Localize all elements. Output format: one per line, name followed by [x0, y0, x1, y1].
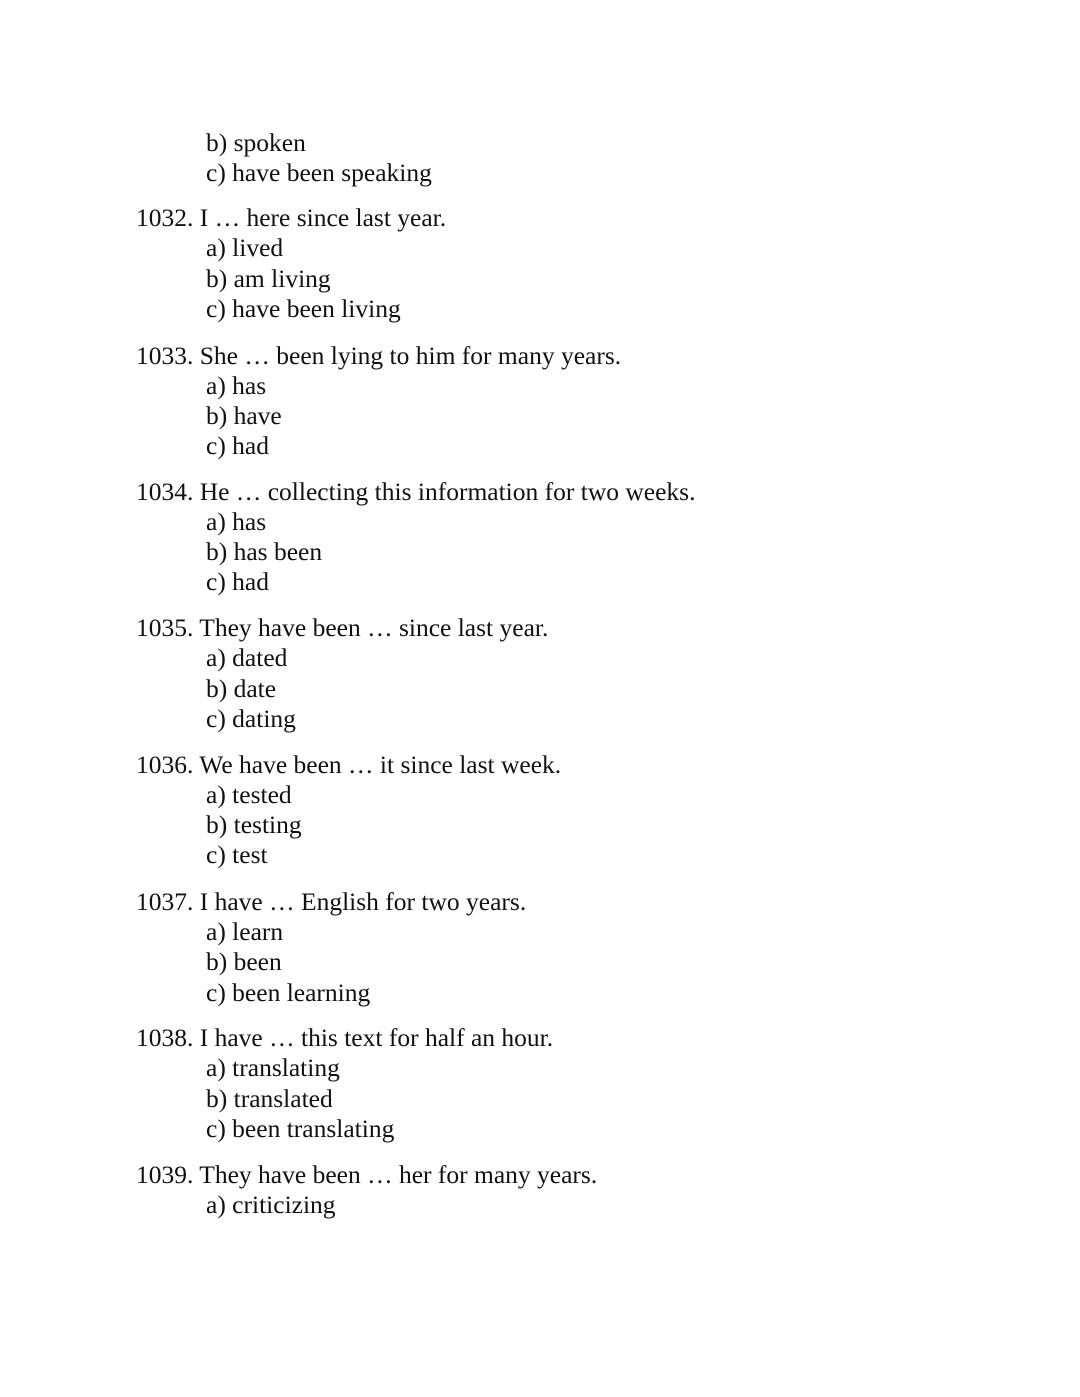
option-c: c) had — [206, 431, 270, 460]
option-a: a) has — [206, 371, 267, 400]
question-text: 1035. They have been … since last year. — [136, 613, 549, 642]
option-a: a) dated — [206, 643, 288, 672]
option-a: a) learn — [206, 917, 284, 946]
option-a: a) criticizing — [206, 1190, 336, 1219]
question-text: 1039. They have been … her for many years. — [136, 1160, 598, 1189]
option-a: a) translating — [206, 1053, 340, 1082]
option-carryover-b: b) spoken — [206, 128, 306, 157]
question-text: 1034. He … collecting this information for two weeks. — [136, 477, 696, 506]
option-c: c) have been living — [206, 294, 401, 323]
option-c: c) had — [206, 567, 270, 596]
option-a: a) tested — [206, 780, 292, 809]
option-c: c) been learning — [206, 978, 371, 1007]
option-b: b) testing — [206, 810, 302, 839]
option-b: b) have — [206, 401, 282, 430]
option-b: b) has been — [206, 537, 323, 566]
option-c: c) been translating — [206, 1114, 395, 1143]
question-text: 1033. She … been lying to him for many years. — [136, 341, 622, 370]
question-text: 1032. I … here since last year. — [136, 203, 447, 232]
option-c: c) dating — [206, 704, 296, 733]
option-a: a) has — [206, 507, 267, 536]
question-text: 1038. I have … this text for half an hour. — [136, 1023, 554, 1052]
option-c: c) test — [206, 840, 268, 869]
option-b: b) been — [206, 947, 282, 976]
option-b: b) am living — [206, 264, 331, 293]
question-text: 1036. We have been … it since last week. — [136, 750, 562, 779]
option-b: b) date — [206, 674, 277, 703]
question-text: 1037. I have … English for two years. — [136, 887, 527, 916]
option-carryover-c: c) have been speaking — [206, 158, 432, 187]
option-a: a) lived — [206, 233, 284, 262]
option-b: b) translated — [206, 1084, 333, 1113]
